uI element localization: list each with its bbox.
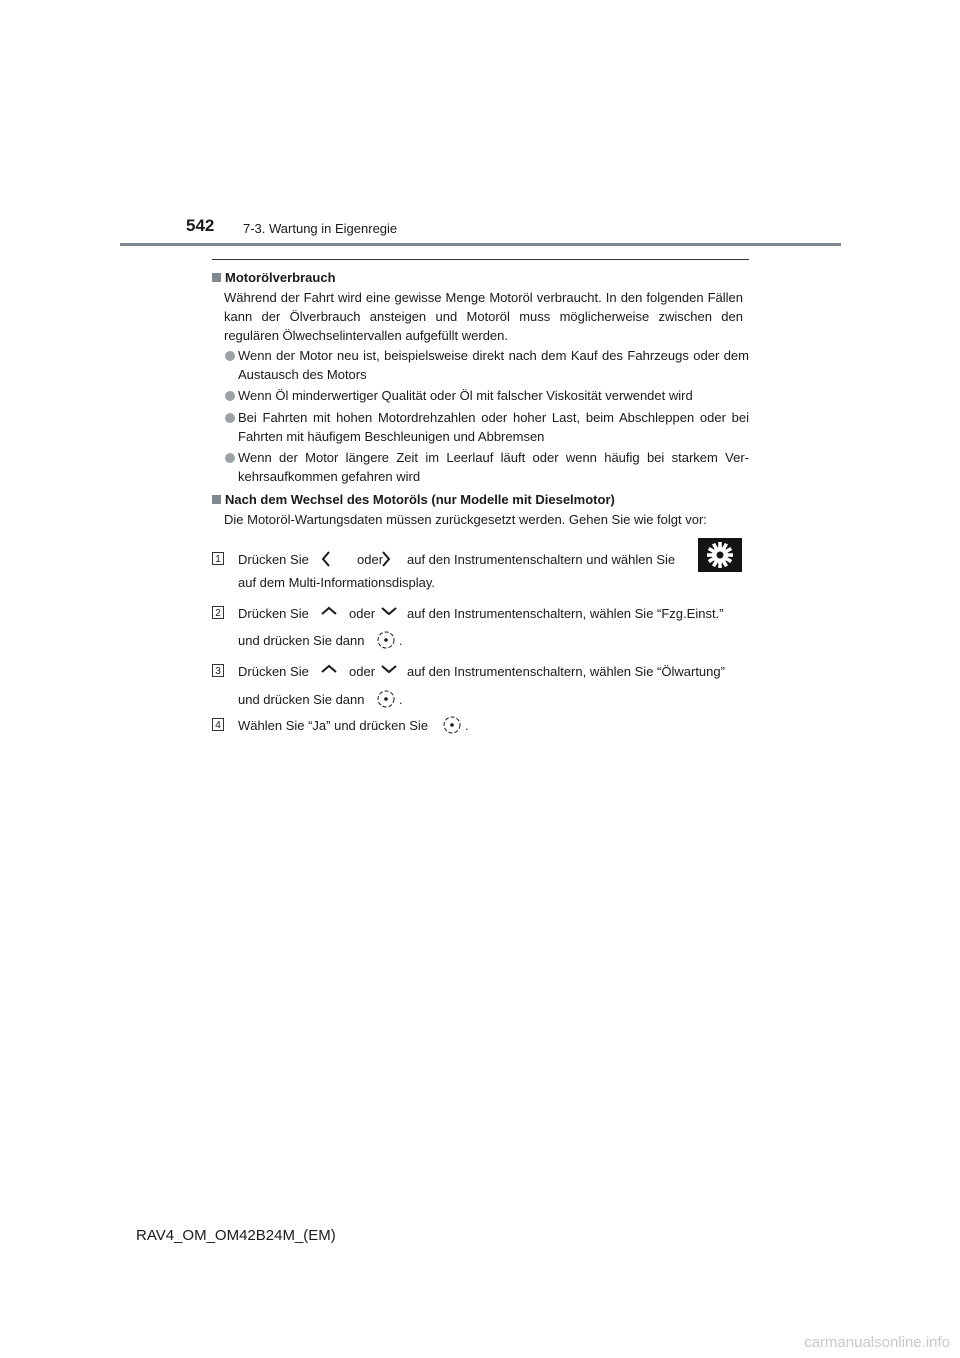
step-text: . bbox=[399, 633, 403, 648]
chevron-left-icon bbox=[321, 551, 331, 567]
chevron-up-icon bbox=[321, 606, 337, 616]
step-number: 4 bbox=[212, 718, 224, 731]
step-text: Drücken Sie bbox=[238, 606, 309, 621]
step-text: und drücken Sie dann bbox=[238, 633, 365, 648]
chevron-down-icon bbox=[381, 664, 397, 674]
ok-button-icon bbox=[377, 631, 395, 649]
section-title: 7-3. Wartung in Eigenregie bbox=[243, 221, 398, 236]
bullet-item: Wenn Öl minderwertiger Qualität oder Öl mit falscher Viskosität verwendet wird bbox=[238, 388, 693, 403]
chevron-down-icon bbox=[381, 606, 397, 616]
bullet-item: Wenn der Motor längere Zeit im Leerlauf läuft oder wenn häufig bei starkem Ver-kehrsaufkommen gefahren wird bbox=[238, 450, 749, 484]
ok-button-icon bbox=[443, 716, 461, 734]
step-text: . bbox=[399, 692, 403, 707]
step-text: Drücken Sie bbox=[238, 552, 309, 567]
step-text: oder bbox=[349, 606, 376, 621]
chevron-right-icon bbox=[381, 551, 391, 567]
step-number: 2 bbox=[212, 606, 224, 619]
round-bullet-icon bbox=[225, 453, 235, 463]
section-heading-oil-change bbox=[212, 490, 615, 509]
page-number: 542 bbox=[186, 216, 215, 235]
step-text: auf den Instrumentenschaltern, wählen Sie “Ölwartung” bbox=[407, 664, 725, 679]
watermark: carmanualsonline.info bbox=[804, 1334, 950, 1351]
step-text: und drücken Sie dann bbox=[238, 692, 365, 707]
document-code: RAV4_OM_OM42B24M_(EM) bbox=[136, 1227, 336, 1244]
round-bullet-icon bbox=[225, 391, 235, 401]
section-heading-oil-consumption bbox=[212, 268, 336, 287]
content-divider bbox=[212, 259, 749, 260]
heading-text: Nach dem Wechsel des Motoröls (nur Modelle mit Dieselmotor) bbox=[225, 492, 615, 507]
header-divider bbox=[120, 243, 841, 246]
round-bullet-icon bbox=[225, 413, 235, 423]
step-text: . bbox=[465, 718, 469, 733]
step-text: oder bbox=[357, 552, 384, 567]
step-number: 3 bbox=[212, 664, 224, 677]
step-text: auf dem Multi-Informationsdisplay. bbox=[238, 575, 436, 590]
step-number: 1 bbox=[212, 552, 224, 565]
step-text: oder bbox=[349, 664, 376, 679]
step-text: Wählen Sie “Ja” und drücken Sie bbox=[238, 718, 429, 733]
paragraph-intro: Die Motoröl-Wartungsdaten müssen zurückgesetzt werden. Gehen Sie wie folgt vor: bbox=[224, 512, 707, 527]
round-bullet-icon bbox=[225, 351, 235, 361]
square-bullet-icon bbox=[212, 495, 221, 504]
bullet-item: Wenn der Motor neu ist, beispielsweise direkt nach dem Kauf des Fahrzeugs oder dem Austausch des Motors bbox=[238, 348, 749, 382]
step-text: auf den Instrumentenschaltern und wählen Sie bbox=[407, 552, 676, 567]
paragraph-intro: Während der Fahrt wird eine gewisse Menge Motoröl verbraucht. In den folgenden Fällen kann der Ölverbrauch ansteigen und Motoröl muss möglicherweise zwischen den regulären Ölwechselintervallen aufgefüllt werden. bbox=[224, 290, 743, 343]
step-text: auf den Instrumentenschaltern, wählen Sie “Fzg.Einst.” bbox=[407, 606, 724, 621]
ok-button-icon bbox=[377, 690, 395, 708]
settings-gear-icon bbox=[698, 538, 742, 572]
step-text: Drücken Sie bbox=[238, 664, 309, 679]
square-bullet-icon bbox=[212, 273, 221, 282]
heading-text: Motorölverbrauch bbox=[225, 270, 336, 285]
chevron-up-icon bbox=[321, 664, 337, 674]
bullet-item: Bei Fahrten mit hohen Motordrehzahlen oder hoher Last, beim Abschleppen oder bei Fahrten mit häufigem Beschleunigen und Abbremsen bbox=[238, 410, 749, 444]
